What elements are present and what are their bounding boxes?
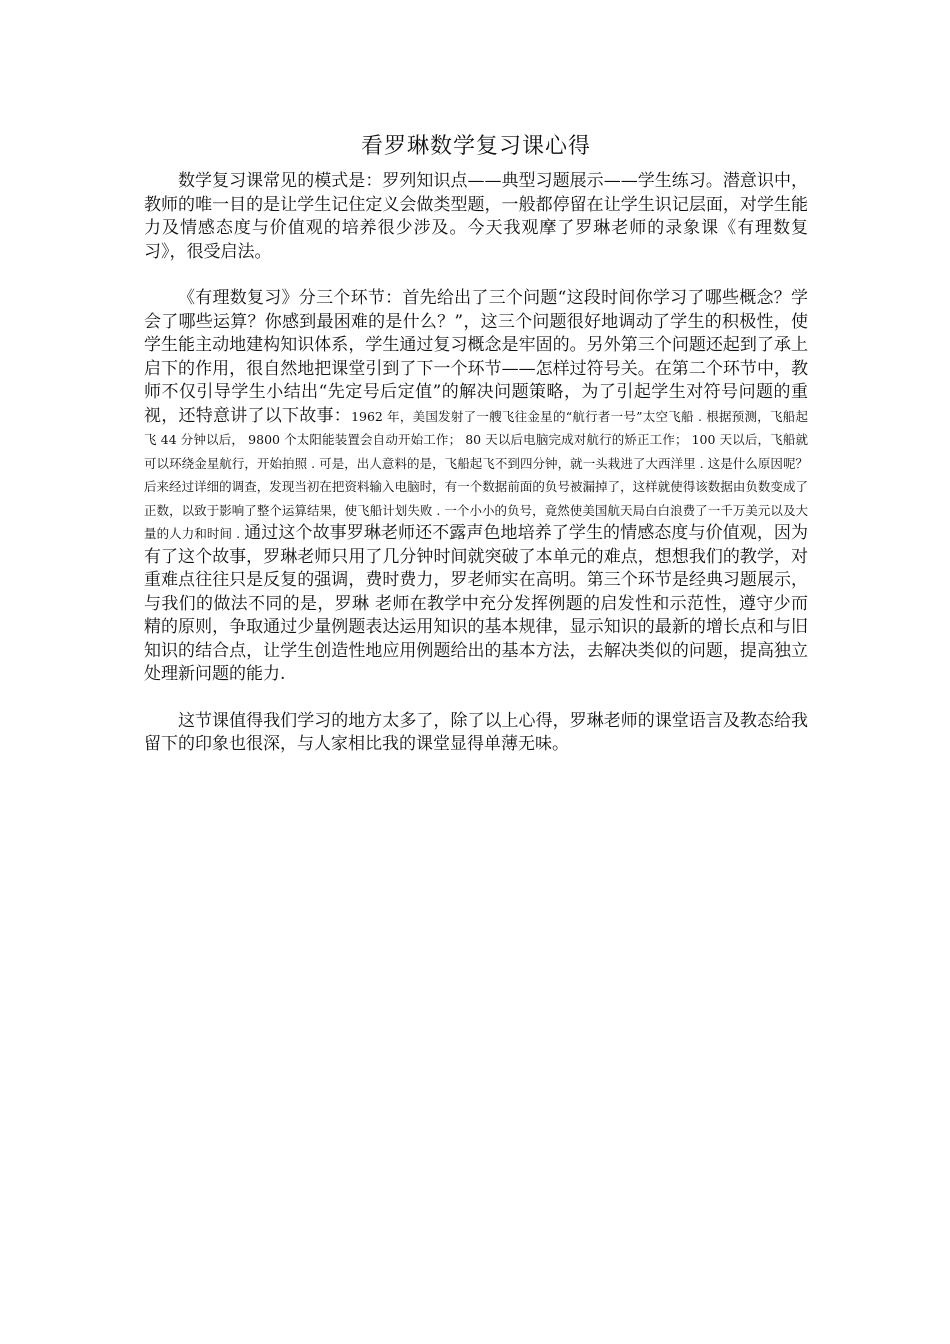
paragraph-spacer [144, 264, 808, 287]
paragraph-lesson-structure [144, 287, 808, 687]
paragraph-lesson-structure-start: 《有理数复习》分三个环节：首先给出了三个问题“这段时间你学习了哪些概念？学会了哪些运算？你感到最困难的是什么？”，这三个问题很好地调动了学生的积极性，使学生能主动地建构知识体系，学生通过复习概念是牢固的。另外第三个问题还起到了承上启下的作用，很自然地把课堂引到了下一个环节——怎样过符号关。在第二个环节中，教师不仅引导学生小结出“先定号后定值”的解决问题策略，为了引起学生对符号问题的重视，还特意讲了以下故事： [144, 288, 808, 426]
document-page [144, 132, 808, 757]
document-title: 看罗琳数学复习课心得 [360, 134, 591, 159]
paragraph-conclusion: 这节课值得我们学习的地方太多了，除了以上心得，罗琳老师的课堂语言及教态给我留下的印象也很深，与人家相比我的课堂显得单薄无味。 [144, 710, 808, 754]
paragraph-spacer [144, 687, 808, 710]
paragraph-lesson-structure-end: 通过这个故事罗琳老师还不露声色地培养了学生的情感态度与价值观，因为有了这个故事，罗琳老师只用了几分钟时间就突破了本单元的难点，想想我们的教学，对重难点往往只是反复的强调，费时费力，罗老师实在高明。第三个环节是经典习题展示，与我们的做法不同的是，罗琳 老师在教学中充分发挥例题的启发性和示范性，遵守少而精的原则，争取通过少量例题表达运用知识的基本规律，显示知识的最新的增长点和与旧知识的结合点，让学生创造性地应用例题给出的基本方法，去解决类似的问题，提高独立处理新问题的能力. [144, 523, 809, 684]
paragraph-intro: 数学复习课常见的模式是：罗列知识点——典型习题展示——学生练习。潜意识中，教师的唯一目的是让学生记住定义会做类型题，一般都停留在让学生识记层面，对学生能力及情感态度与价值观的培养很少涉及。今天我观摩了罗琳老师的录象课《有理数复习》，很受启法。 [144, 171, 808, 262]
story-text: 1962 年，美国发射了一艘飞往金星的“航行者一号”太空飞船 . 根据预测，飞船起飞 44 分钟以后， 9800 个太阳能装置会自动开始工作； 80 天以后电脑完成对航行的矫正工作； 100 天以后，飞船就可以环绕金星航行，开始拍照 . 可是，出人意料的是，飞船起飞不到四分钟，就一头栽进了大西洋里 . 这是什么原因呢？后来经过详细的调查，发现当初在把资料输入电脑时，有一个数据前面的负号被漏掉了，这样就使得该数据由负数变成了正数，以致于影响了整个运算结果，使飞船计划失败 . 一个小小的负号，竟然使美国航天局白白浪费了一千万美元以及大量的人力和时间 . [144, 408, 809, 541]
